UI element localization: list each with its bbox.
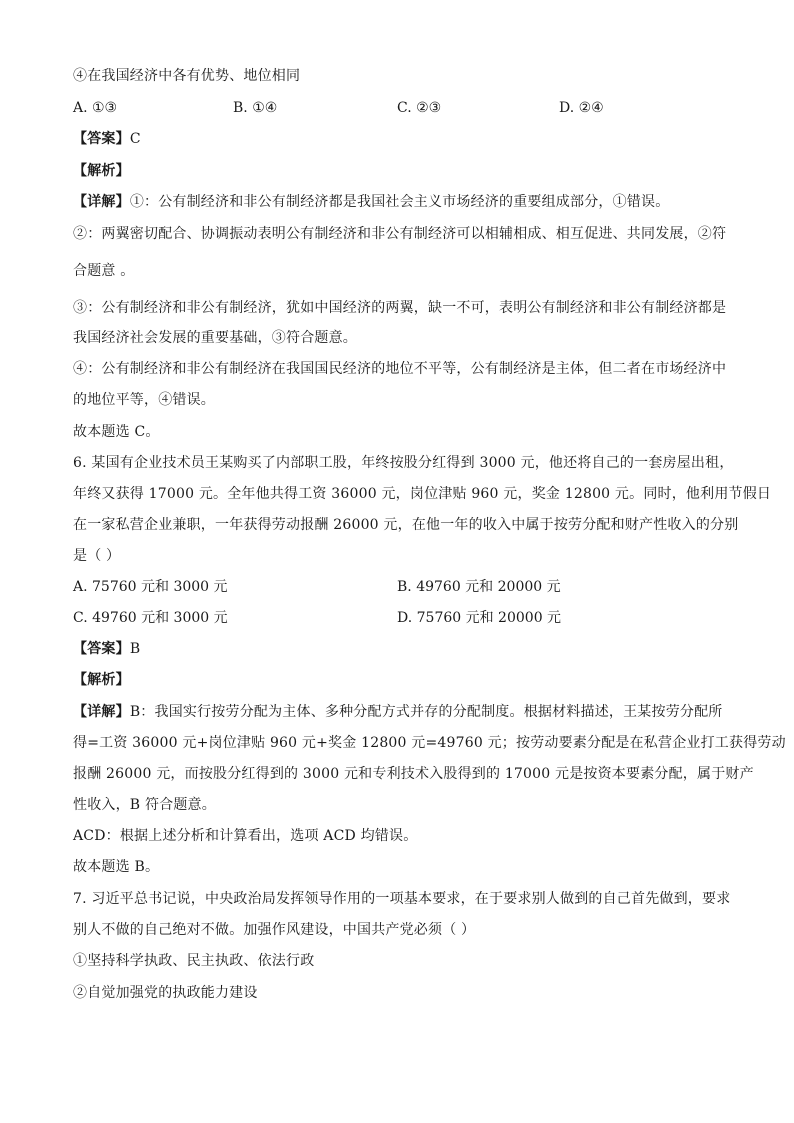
q5-item-4: ④在我国经济中各有优势、地位相同 — [73, 68, 301, 84]
q5-detail-line-6: ④：公有制经济和非公有制经济在我国国民经济的地位不平等，公有制经济是主体，但二者在市场经济中 — [73, 361, 727, 377]
detail-tag: 【详解】 — [73, 194, 130, 210]
answer-tag: 【答案】 — [73, 131, 130, 147]
q6-analysis-tag — [73, 671, 733, 689]
q6-detail-line-3: 报酬 26000 元，而按股分红得到的 3000 元和专利技术入股得到的 17000 元是按资本要素分配，属于财产 — [73, 766, 754, 782]
analysis-tag: 【解析】 — [73, 163, 130, 179]
q5-detail-line-3: 合题意 。 — [73, 263, 135, 279]
q6-option-d: D. 75760 元和 20000 元 — [397, 610, 562, 626]
q7-stem-line-1: 7. 习近平总书记说，中央政治局发挥领导作用的一项基本要求，在于要求别人做到的自己首先做到，要求 — [73, 891, 731, 907]
q6-stem-line-3: 在一家私营企业兼职，一年获得劳动报酬 26000 元，在他一年的收入中属于按劳分配和财产性收入的分别 — [73, 517, 739, 533]
q6-detail-line-2: 得=工资 36000 元+岗位津贴 960 元+奖金 12800 元=49760 元；按劳动要素分配是在私营企业打工获得劳动 — [73, 735, 786, 751]
q5-analysis-tag — [73, 162, 733, 180]
q5-detail-line-4: ③：公有制经济和非公有制经济，犹如中国经济的两翼，缺一不可，表明公有制经济和非公有制经济都是 — [73, 300, 727, 316]
q5-option-a: A. ①③ — [73, 100, 118, 116]
q6-detail-line-4: 性收入，B 符合题意。 — [73, 797, 216, 813]
q6-detail-line-5: ACD：根据上述分析和计算看出，选项 ACD 均错误。 — [73, 828, 418, 844]
answer-tag: 【答案】 — [73, 641, 130, 657]
q6-option-b: B. 49760 元和 20000 元 — [397, 579, 561, 595]
q6-conclusion: 故本题选 B。 — [73, 859, 160, 875]
q6-answer — [73, 640, 733, 658]
q6-option-c: C. 49760 元和 3000 元 — [73, 610, 228, 626]
q5-detail-line-5: 我国经济社会发展的重要基础，③符合题意。 — [73, 330, 357, 346]
q5-answer — [73, 130, 733, 148]
detail-text: ①：公有制经济和非公有制经济都是我国社会主义市场经济的重要组成部分，①错误。 — [129, 194, 670, 210]
q7-item-1: ①坚持科学执政、民主执政、依法行政 — [73, 953, 315, 969]
q5-conclusion: 故本题选 C。 — [73, 424, 160, 440]
q6-stem-line-1: 6. 某国有企业技术员王某购买了内部职工股，年终按股分红得到 3000 元，他还将自己的一套房屋出租， — [73, 455, 734, 471]
detail-tag: 【详解】 — [73, 704, 130, 720]
q6-stem-line-2: 年终又获得 17000 元。全年他共得工资 36000 元，岗位津贴 960 元，奖金 12800 元。同时，他利用节假日 — [73, 486, 772, 502]
q5-detail-line-2: ②：两翼密切配合、协调振动表明公有制经济和非公有制经济可以相辅相成、相互促进、共同发展，②符 — [73, 226, 727, 242]
answer-value: B — [129, 641, 141, 657]
q5-detail-line-7: 的地位平等，④错误。 — [73, 392, 215, 408]
q6-stem-line-4: 是（ ） — [73, 548, 121, 564]
detail-text: B：我国实行按劳分配为主体、多种分配方式并存的分配制度。根据材料描述，王某按劳分配所 — [129, 704, 723, 720]
q5-option-d: D. ②④ — [559, 100, 604, 116]
q6-option-a: A. 75760 元和 3000 元 — [73, 579, 228, 595]
analysis-tag: 【解析】 — [73, 672, 130, 688]
q5-detail-line-1 — [73, 193, 733, 211]
q5-option-c: C. ②③ — [397, 100, 442, 116]
answer-value: C — [129, 131, 141, 147]
q5-option-b: B. ①④ — [233, 100, 278, 116]
q7-stem-line-2: 别人不做的自己绝对不做。加强作风建设，中国共产党必须（ ） — [73, 922, 476, 938]
q6-detail-line-1 — [73, 703, 733, 721]
q7-item-2: ②自觉加强党的执政能力建设 — [73, 985, 258, 1001]
